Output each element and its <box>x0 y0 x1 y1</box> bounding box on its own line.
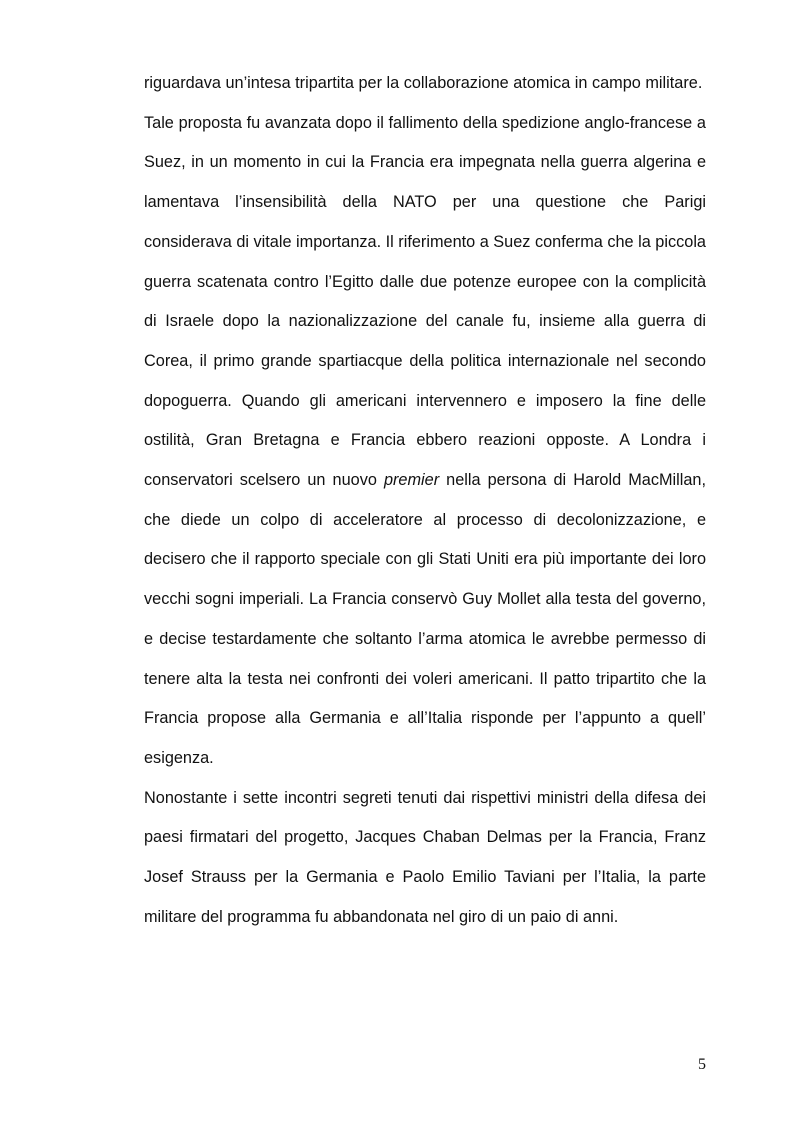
paragraph-3-text: Nonostante i sette incontri segreti tenuti dai rispettivi ministri della difesa dei paesi firmatari del progetto, Jacques Chaban Delmas per la Francia, Franz Josef Strauss per la Germania e Paolo Emilio Taviani per l’Italia, la parte militare del programma fu abbandonata nel giro di un paio di anni. <box>144 788 706 926</box>
body-text <box>144 64 706 937</box>
paragraph-2-text-after: nella persona di Harold MacMillan, che diede un colpo di acceleratore al processo di decolonizzazione, e decisero che il rapporto speciale con gli Stati Uniti era più importante dei loro vecchi sogni imperiali. La Francia conservò Guy Mollet alla testa del governo, e decise testardamente che soltanto l’arma atomica le avrebbe permesso di tenere alta la testa nei confronti dei voleri americani. Il patto tripartito che la Francia propose alla Germania e all’Italia risponde per l’appunto a quell’ esigenza. <box>144 471 707 767</box>
paragraph-1-text: riguardava un’intesa tripartita per la collaborazione atomica in campo militare. <box>144 74 703 92</box>
paragraph-2-text-before: Tale proposta fu avanzata dopo il fallimento della spedizione anglo-francese a Suez, in un momento in cui la Francia era impegnata nella guerra algerina e lamentava l’insensibilità della NATO per una questione che Parigi considerava di vitale importanza. Il riferimento a Suez conferma che la piccola guerra scatenata contro l’Egitto dalle due potenze europee con la complicità di Israele dopo la nazionalizzazione del canale fu, insieme alla guerra di Corea, il primo grande spartiacque della politica internazionale nel secondo dopoguerra. Quando gli americani intervennero e imposero la fine delle ostilità, Gran Bretagna e Francia ebbero reazioni opposte. A Londra i conservatori scelsero un nuovo <box>144 113 706 490</box>
page-number: 5 <box>698 1056 706 1073</box>
paragraph-3 <box>144 779 706 938</box>
paragraph-2-italic-term: premier <box>383 471 440 490</box>
paragraph-2 <box>144 104 706 779</box>
paragraph-1 <box>144 64 706 104</box>
